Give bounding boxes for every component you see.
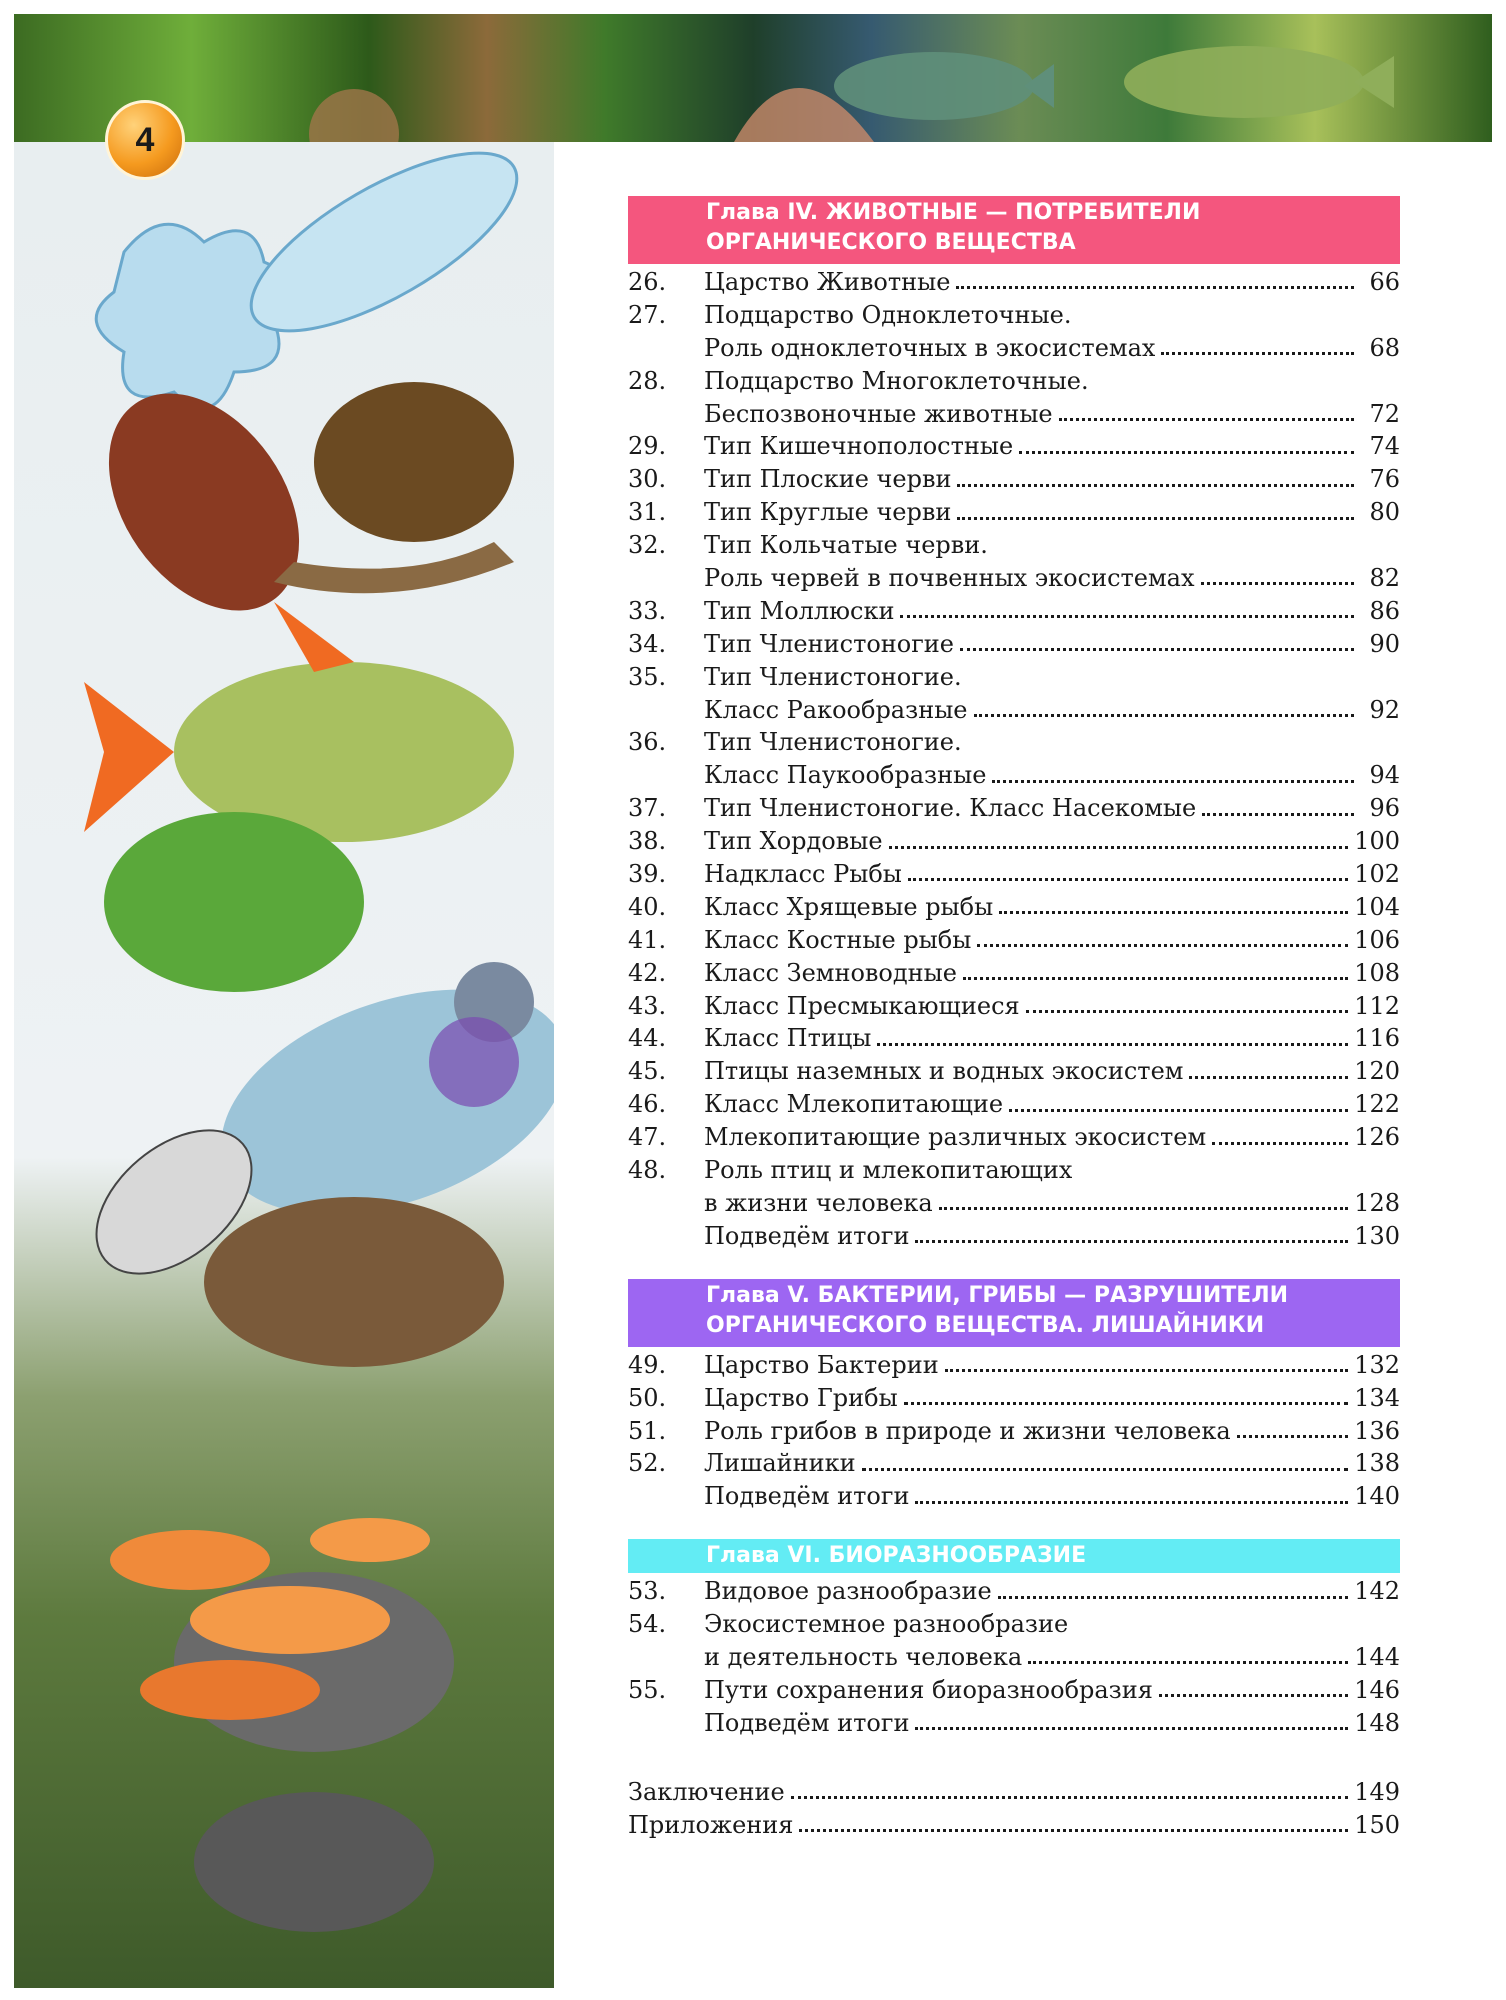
toc-entry[interactable] (628, 398, 1400, 431)
toc-entry-title: Роль одноклеточных в экосистемах (704, 333, 1156, 362)
dot-leader (1201, 581, 1355, 585)
dot-leader (799, 1828, 1348, 1832)
toc-entry-page: 150 (1354, 1810, 1400, 1839)
top-nature-banner (14, 14, 1492, 142)
dot-leader (900, 614, 1354, 618)
dot-leader (939, 1206, 1348, 1210)
toc-entry[interactable] (628, 529, 1400, 562)
toc-entry-page: 122 (1354, 1090, 1400, 1119)
toc-entry-page: 116 (1354, 1024, 1400, 1053)
toc-entry-title: Тип Членистоногие. (704, 662, 962, 691)
toc-entry[interactable] (628, 1447, 1400, 1480)
dot-leader (956, 285, 1354, 289)
dot-leader (963, 976, 1348, 980)
dot-leader (915, 1239, 1348, 1243)
dot-leader (957, 483, 1354, 487)
dot-leader (1059, 417, 1354, 421)
toc-entry-title: Тип Моллюски (704, 596, 895, 625)
mushroom-shapes (70, 1480, 470, 1780)
dot-leader (1026, 1009, 1349, 1013)
toc-entry-title: Экосистемное разнообразие (704, 1610, 1069, 1639)
toc-entry-title: Класс Пресмыкающиеся (704, 991, 1020, 1020)
toc-entry-title: Тип Плоские черви (704, 465, 952, 494)
toc-entry-number: 52. (628, 1449, 667, 1478)
toc-entry-title: Класс Костные рыбы (704, 925, 972, 954)
toc-entry-title: Подцарство Многоклеточные. (704, 366, 1089, 395)
toc-entry[interactable] (628, 1349, 1400, 1382)
toc-entry-page: 106 (1354, 925, 1400, 954)
toc-entry-title: Видовое разнообразие (704, 1577, 992, 1606)
dot-leader (1009, 1108, 1348, 1112)
toc-entry-number: 53. (628, 1577, 667, 1606)
toc-entry-page: 90 (1369, 629, 1400, 658)
mushrooms-illustration (70, 1480, 470, 1780)
toc-entry[interactable] (628, 1707, 1400, 1740)
toc-entry-page: 68 (1369, 333, 1400, 362)
dot-leader (791, 1795, 1349, 1799)
toc-entry-title: Подведём итоги (704, 1482, 910, 1511)
chapter-6-prefix: Глава VI. (706, 1543, 821, 1569)
chapter-6-header (628, 1539, 1400, 1573)
toc-entry-page: 102 (1354, 860, 1400, 889)
dot-leader (915, 1726, 1348, 1730)
toc-entry-title: Заключение (628, 1777, 785, 1806)
toc-entry-number: 54. (628, 1610, 667, 1639)
toc-entry[interactable] (628, 496, 1400, 529)
dot-leader (992, 779, 1354, 783)
dot-leader (1212, 1141, 1348, 1145)
toc-entry-page: 96 (1369, 794, 1400, 823)
toc-entry[interactable] (628, 694, 1400, 727)
toc-entry-page: 94 (1369, 761, 1400, 790)
toc-entry-number: 32. (628, 531, 667, 560)
toc-entry[interactable] (628, 562, 1400, 595)
toc-entry[interactable] (628, 1154, 1400, 1187)
toc-entry-page: 66 (1369, 268, 1400, 296)
toc-entry-title: Тип Членистоногие (704, 629, 955, 658)
toc-entry-number: 51. (628, 1416, 667, 1445)
toc-entry-page: 92 (1369, 695, 1400, 724)
toc-entry-number: 43. (628, 991, 667, 1020)
dot-leader (1028, 1660, 1348, 1664)
toc-entry[interactable] (628, 1382, 1400, 1415)
toc-entry[interactable] (628, 1674, 1400, 1707)
toc-entry-title: Царство Грибы (704, 1383, 898, 1412)
toc-entry[interactable] (628, 825, 1400, 858)
dot-leader (1161, 351, 1354, 355)
toc-entry-number: 42. (628, 958, 667, 987)
toc-entry-number: 40. (628, 892, 667, 921)
toc-entry-title: Лишайники (704, 1449, 856, 1478)
dot-leader (960, 647, 1354, 651)
dot-leader (945, 1368, 1348, 1372)
toc-entry-page: 104 (1354, 892, 1400, 921)
toc-entry[interactable] (628, 858, 1400, 891)
toc-entry-page: 148 (1354, 1708, 1400, 1737)
chapter-5-prefix: Глава V. (706, 1282, 810, 1308)
toc-entry[interactable] (628, 463, 1400, 496)
toc-entry-title: Класс Птицы (704, 1024, 872, 1053)
page-number-badge: 4 (105, 100, 185, 180)
toc-entry-number: 47. (628, 1123, 667, 1152)
toc-entry-page: 112 (1354, 991, 1400, 1020)
toc-entry-number: 37. (628, 794, 667, 823)
toc-entry-number: 45. (628, 1057, 667, 1086)
toc-entry-title: Царство Бактерии (704, 1350, 939, 1379)
toc-entry[interactable] (628, 990, 1400, 1023)
toc-entry-title: Подведём итоги (704, 1708, 910, 1737)
chapter-4-header (628, 196, 1400, 264)
toc-entry-title: Класс Млекопитающие (704, 1090, 1004, 1119)
toc-entry-number: 44. (628, 1024, 667, 1053)
toc-entry-title: Подведём итоги (704, 1221, 910, 1250)
toc-entry-number: 46. (628, 1090, 667, 1119)
toc-entry-title: Тип Кишечнополостные (704, 432, 1014, 461)
toc-entry-number: 31. (628, 498, 667, 527)
chapter-5-entries (628, 1349, 1400, 1513)
dot-leader (999, 910, 1348, 914)
toc-entry-title: Царство Животные (704, 268, 951, 296)
toc-entry-title: Роль червей в почвенных экосистемах (704, 564, 1195, 593)
dot-leader (908, 877, 1348, 881)
toc-entry-title: Тип Кольчатые черви. (704, 531, 988, 560)
chapter-4-prefix: Глава IV. (706, 200, 819, 225)
toc-entry-page: 134 (1354, 1383, 1400, 1412)
toc-entry-page: 74 (1369, 432, 1400, 461)
toc-entry-page: 140 (1354, 1482, 1400, 1511)
toc-entry-number: 48. (628, 1156, 667, 1185)
toc-entry-title: Роль птиц и млекопитающих (704, 1156, 1073, 1185)
dot-leader (977, 943, 1348, 947)
toc-entry-page: 72 (1369, 399, 1400, 428)
chapter-5-header (628, 1279, 1400, 1347)
toc-entry-number: 49. (628, 1350, 667, 1379)
dot-leader (1237, 1434, 1349, 1438)
toc-entry-number: 50. (628, 1383, 667, 1412)
toc-entry-page: 130 (1354, 1221, 1400, 1250)
toc-entry[interactable] (628, 430, 1400, 463)
banner-illustration (14, 14, 1492, 142)
toc-entry-number: 38. (628, 827, 667, 856)
toc-entry-number: 39. (628, 860, 667, 889)
dot-leader (904, 1401, 1348, 1405)
toc-entry-number: 36. (628, 728, 667, 757)
toc-entry[interactable] (628, 1055, 1400, 1088)
toc-entry[interactable] (628, 661, 1400, 694)
toc-entry-number: 28. (628, 366, 667, 395)
toc-entry-number: 55. (628, 1675, 667, 1704)
toc-entry-page: 82 (1369, 564, 1400, 593)
toc-entry[interactable] (628, 1088, 1400, 1121)
toc-entry-title: Класс Хрящевые рыбы (704, 892, 994, 921)
toc-entry-number: 26. (628, 268, 667, 296)
toc-entry-title: Приложения (628, 1810, 794, 1839)
dot-leader (1202, 812, 1354, 816)
dot-leader (1159, 1693, 1348, 1697)
dot-leader (998, 1595, 1348, 1599)
toc-entry[interactable] (628, 1575, 1400, 1608)
toc-entry-page: 149 (1354, 1777, 1400, 1806)
toc-entry-page: 80 (1369, 498, 1400, 527)
toc-entry[interactable] (628, 266, 1400, 299)
toc-entry-page: 138 (1354, 1449, 1400, 1478)
toc-entry[interactable] (628, 299, 1400, 332)
toc-entry[interactable] (628, 1022, 1400, 1055)
final-entries (628, 1776, 1400, 1842)
toc-entry[interactable] (628, 1641, 1400, 1674)
toc-entry[interactable] (628, 628, 1400, 661)
toc-entry-title: Тип Хордовые (704, 827, 883, 856)
table-of-contents (628, 196, 1400, 1841)
dot-leader (1019, 450, 1354, 454)
toc-entry-page: 100 (1354, 827, 1400, 856)
toc-entry-number: 35. (628, 662, 667, 691)
toc-entry-title: Беспозвоночные животные (704, 399, 1053, 428)
toc-entry-title: Тип Членистоногие. Класс Насекомые (704, 794, 1197, 823)
toc-entry[interactable] (628, 792, 1400, 825)
toc-entry-number: 33. (628, 596, 667, 625)
toc-entry-title: Класс Ракообразные (704, 695, 968, 724)
toc-entry-page: 144 (1354, 1642, 1400, 1671)
toc-entry[interactable] (628, 726, 1400, 759)
toc-entry-title: Надкласс Рыбы (704, 860, 902, 889)
toc-entry-page: 146 (1354, 1675, 1400, 1704)
dot-leader (862, 1467, 1349, 1471)
dot-leader (915, 1500, 1348, 1504)
toc-entry-title: Тип Круглые черви (704, 498, 952, 527)
dot-leader (889, 845, 1349, 849)
toc-entry[interactable] (628, 595, 1400, 628)
toc-entry[interactable] (628, 1776, 1400, 1809)
toc-entry-title: Млекопитающие различных экосистем (704, 1123, 1207, 1152)
toc-entry-page: 126 (1354, 1123, 1400, 1152)
spacer (628, 1740, 1400, 1774)
toc-entry[interactable] (628, 1415, 1400, 1448)
toc-entry-title: Тип Членистоногие. (704, 728, 962, 757)
toc-entry-page: 136 (1354, 1416, 1400, 1445)
toc-entry-title: Птицы наземных и водных экосистем (704, 1057, 1184, 1086)
toc-entry-page: 132 (1354, 1350, 1400, 1379)
chapter-6-entries (628, 1575, 1400, 1739)
chapter-6-title: БИОРАЗНООБРАЗИЕ (828, 1543, 1087, 1569)
toc-entry-title: Пути сохранения биоразнообразия (704, 1675, 1153, 1704)
toc-entry[interactable] (628, 1121, 1400, 1154)
toc-entry-page: 142 (1354, 1577, 1400, 1606)
toc-entry-title: Класс Паукообразные (704, 761, 987, 790)
toc-entry[interactable] (628, 1220, 1400, 1253)
toc-entry[interactable] (628, 1480, 1400, 1513)
toc-entry-title: Подцарство Одноклеточные. (704, 300, 1072, 329)
toc-entry-page: 108 (1354, 958, 1400, 987)
toc-entry-page: 76 (1369, 465, 1400, 494)
chapter-5-title: БАКТЕРИИ, ГРИБЫ — РАЗРУШИТЕЛИ ОРГАНИЧЕСКОГО ВЕЩЕСТВА. ЛИШАЙНИКИ (706, 1282, 1289, 1338)
toc-entry-title: и деятельность человека (704, 1642, 1023, 1671)
toc-entry[interactable] (628, 332, 1400, 365)
toc-entry[interactable] (628, 365, 1400, 398)
toc-entry-page: 120 (1354, 1057, 1400, 1086)
toc-entry-number: 27. (628, 300, 667, 329)
dot-leader (1189, 1075, 1348, 1079)
chapter-4-entries (628, 266, 1400, 1253)
toc-entry-page: 128 (1354, 1188, 1400, 1217)
dot-leader (957, 516, 1354, 520)
toc-entry-title: в жизни человека (704, 1188, 933, 1217)
toc-entry[interactable] (628, 1187, 1400, 1220)
toc-entry-title: Класс Земноводные (704, 958, 957, 987)
toc-entry-number: 30. (628, 465, 667, 494)
toc-entry[interactable] (628, 924, 1400, 957)
toc-entry-title: Роль грибов в природе и жизни человека (704, 1416, 1231, 1445)
toc-entry-page: 86 (1369, 596, 1400, 625)
dot-leader (877, 1042, 1348, 1046)
toc-entry-number: 34. (628, 629, 667, 658)
toc-entry[interactable] (628, 1608, 1400, 1641)
toc-entry[interactable] (628, 1809, 1400, 1842)
chapter-4-title: ЖИВОТНЫЕ — ПОТРЕБИТЕЛИ ОРГАНИЧЕСКОГО ВЕЩЕСТВА (706, 200, 1201, 255)
toc-entry-number: 41. (628, 925, 667, 954)
toc-entry[interactable] (628, 759, 1400, 792)
toc-entry[interactable] (628, 957, 1400, 990)
dot-leader (974, 713, 1354, 717)
toc-entry-number: 29. (628, 432, 667, 461)
toc-entry[interactable] (628, 891, 1400, 924)
